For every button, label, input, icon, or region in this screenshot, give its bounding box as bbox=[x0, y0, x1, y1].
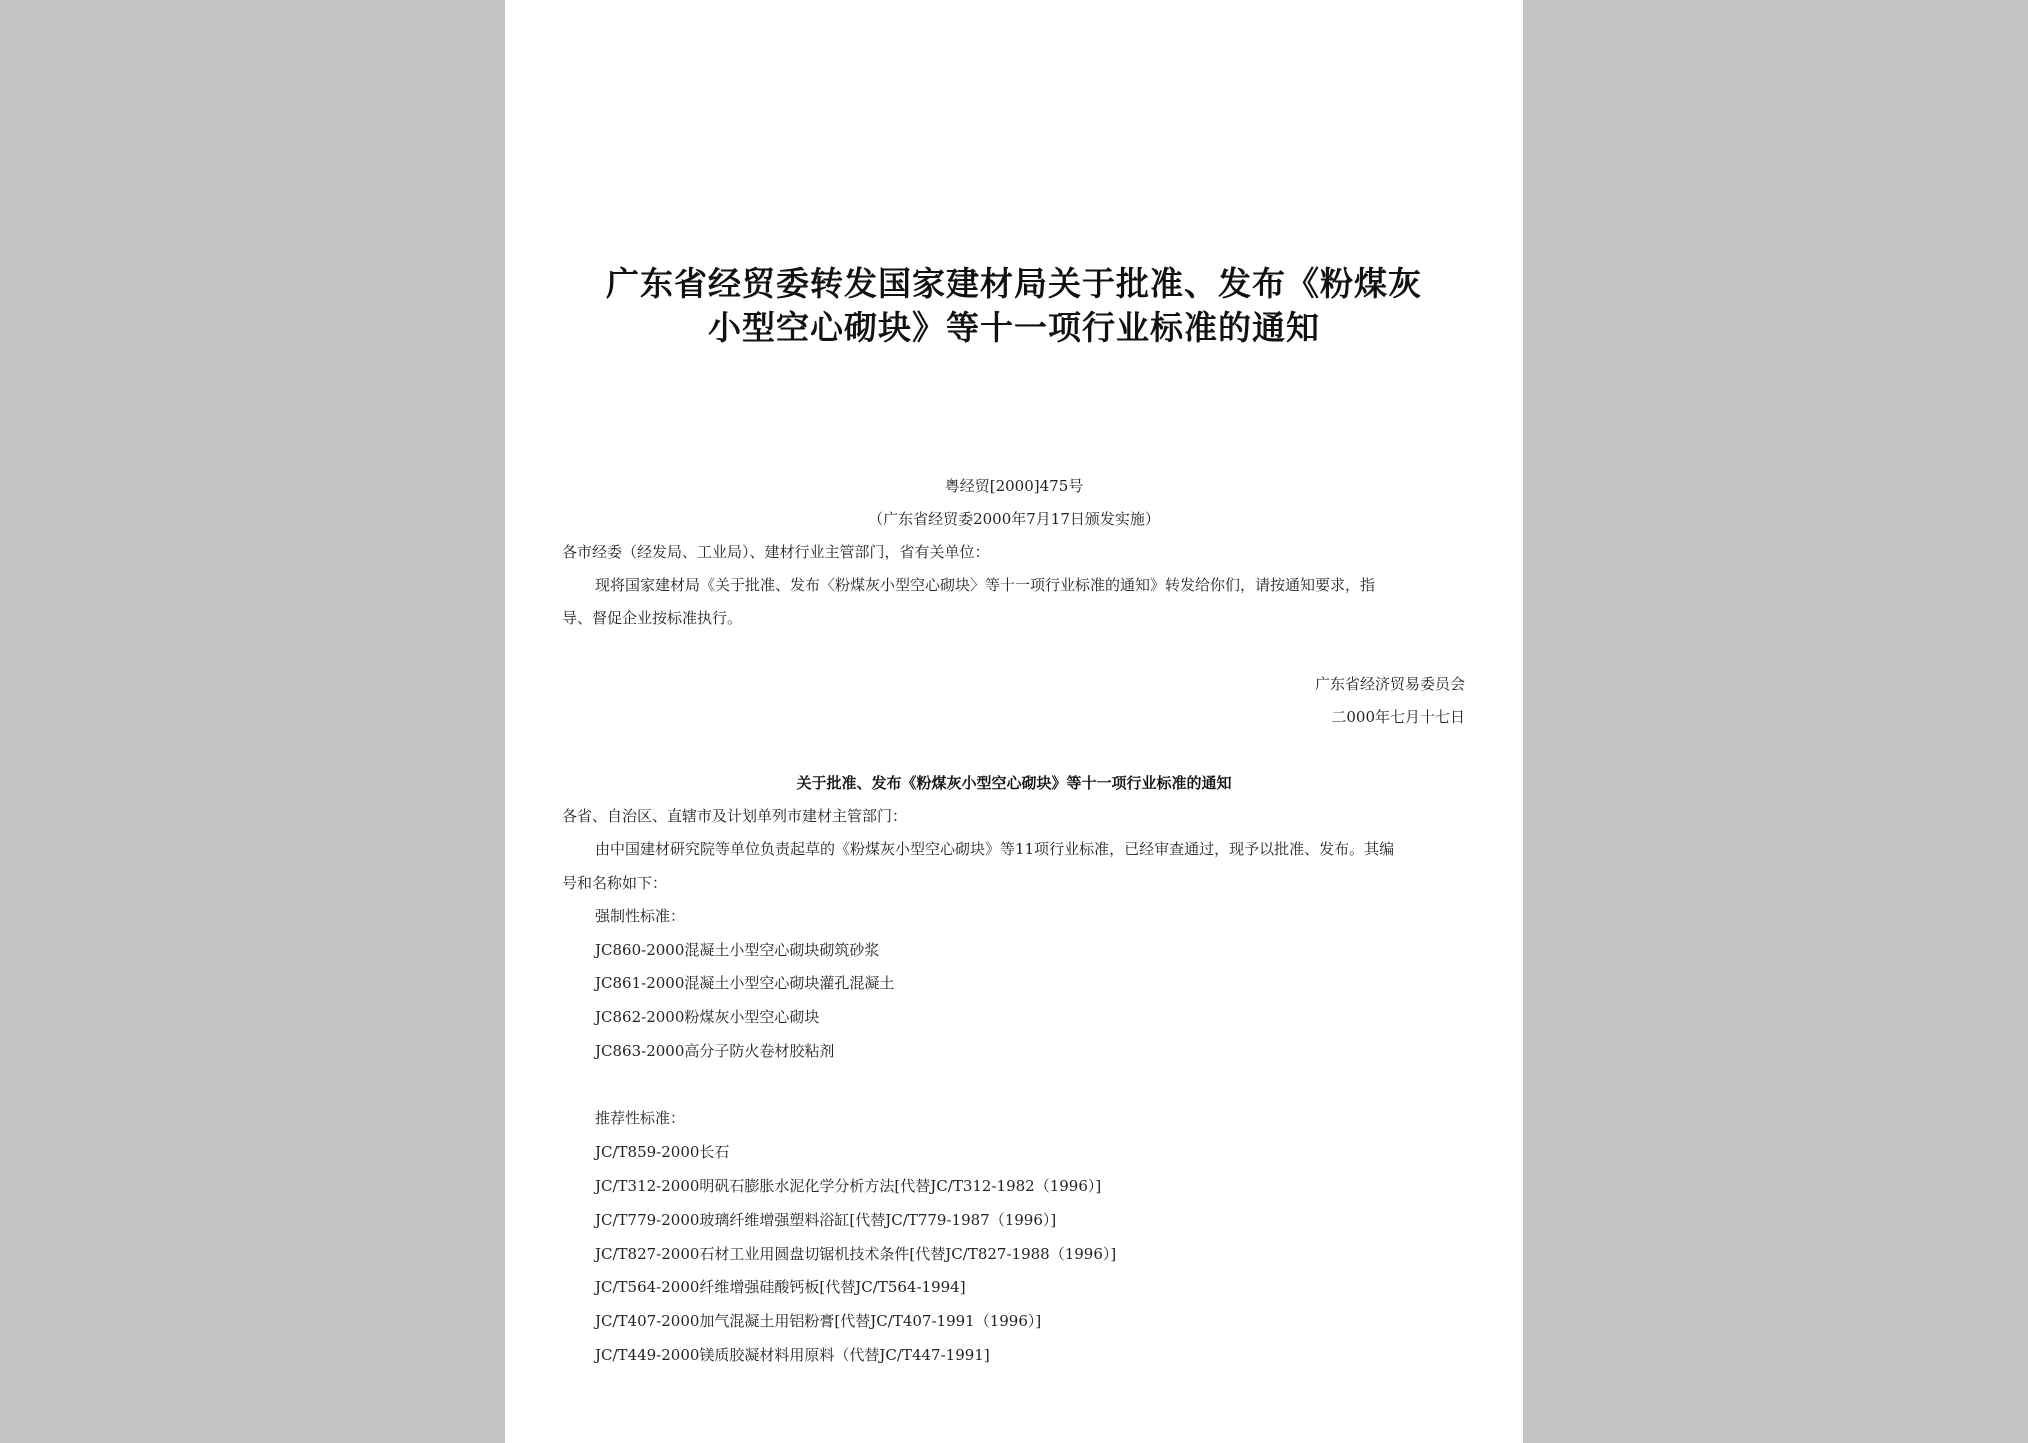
document-page bbox=[505, 0, 1523, 1443]
attachment-body-line-2: 号和名称如下： bbox=[562, 874, 668, 892]
standard-item: JC862-2000粉煤灰小型空心砌块 bbox=[595, 1008, 820, 1026]
standard-item: JC/T564-2000纤维增强硅酸钙板[代替JC/T564-1994] bbox=[595, 1278, 966, 1296]
document-number: 粤经贸[2000]475号 bbox=[944, 477, 1084, 495]
recommended-heading: 推荐性标准： bbox=[595, 1109, 686, 1127]
title-line-1: 广东省经贸委转发国家建材局关于批准、发布《粉煤灰 bbox=[606, 264, 1422, 303]
mandatory-heading: 强制性标准： bbox=[595, 907, 686, 925]
standard-item: JC/T859-2000长石 bbox=[595, 1143, 730, 1161]
signature-organization: 广东省经济贸易委员会 bbox=[1314, 675, 1465, 693]
standard-item: JC861-2000混凝土小型空心砌块灌孔混凝土 bbox=[595, 974, 895, 992]
title-line-2: 小型空心砌块》等十一项行业标准的通知 bbox=[708, 308, 1320, 347]
body-line-1: 现将国家建材局《关于批准、发布〈粉煤灰小型空心砌块〉等十一项行业标准的通知》转发给你们，请按通知要求，指 bbox=[595, 576, 1376, 594]
issue-note: （广东省经贸委2000年7月17日颁发实施） bbox=[868, 510, 1160, 528]
standard-item: JC863-2000高分子防火卷材胶粘剂 bbox=[595, 1042, 835, 1060]
body-line-2: 导、督促企业按标准执行。 bbox=[562, 609, 743, 627]
standard-item: JC/T827-2000石材工业用圆盘切锯机技术条件[代替JC/T827-1988（1996）] bbox=[595, 1245, 1117, 1263]
attachment-body-line-1: 由中国建材研究院等单位负责起草的《粉煤灰小型空心砌块》等11项行业标准，已经审查通过，现予以批准、发布。其编 bbox=[595, 840, 1395, 858]
document-title bbox=[505, 262, 1523, 350]
signature-date: 二000年七月十七日 bbox=[1331, 708, 1465, 726]
standard-item: JC/T407-2000加气混凝土用铝粉膏[代替JC/T407-1991（1996）] bbox=[595, 1312, 1042, 1330]
attachment-title: 关于批准、发布《粉煤灰小型空心砌块》等十一项行业标准的通知 bbox=[796, 774, 1232, 792]
attachment-addressee: 各省、自治区、直辖市及计划单列市建材主管部门： bbox=[562, 807, 908, 825]
standard-item: JC860-2000混凝土小型空心砌块砌筑砂浆 bbox=[595, 941, 880, 959]
standard-item: JC/T312-2000明矾石膨胀水泥化学分析方法[代替JC/T312-1982（1996）] bbox=[595, 1177, 1102, 1195]
standard-item: JC/T449-2000镁质胶凝材料用原料（代替JC/T447-1991] bbox=[595, 1346, 990, 1364]
standard-item: JC/T779-2000玻璃纤维增强塑料浴缸[代替JC/T779-1987（1996）] bbox=[595, 1211, 1057, 1229]
addressee: 各市经委（经发局、工业局）、建材行业主管部门，省有关单位： bbox=[562, 543, 990, 561]
